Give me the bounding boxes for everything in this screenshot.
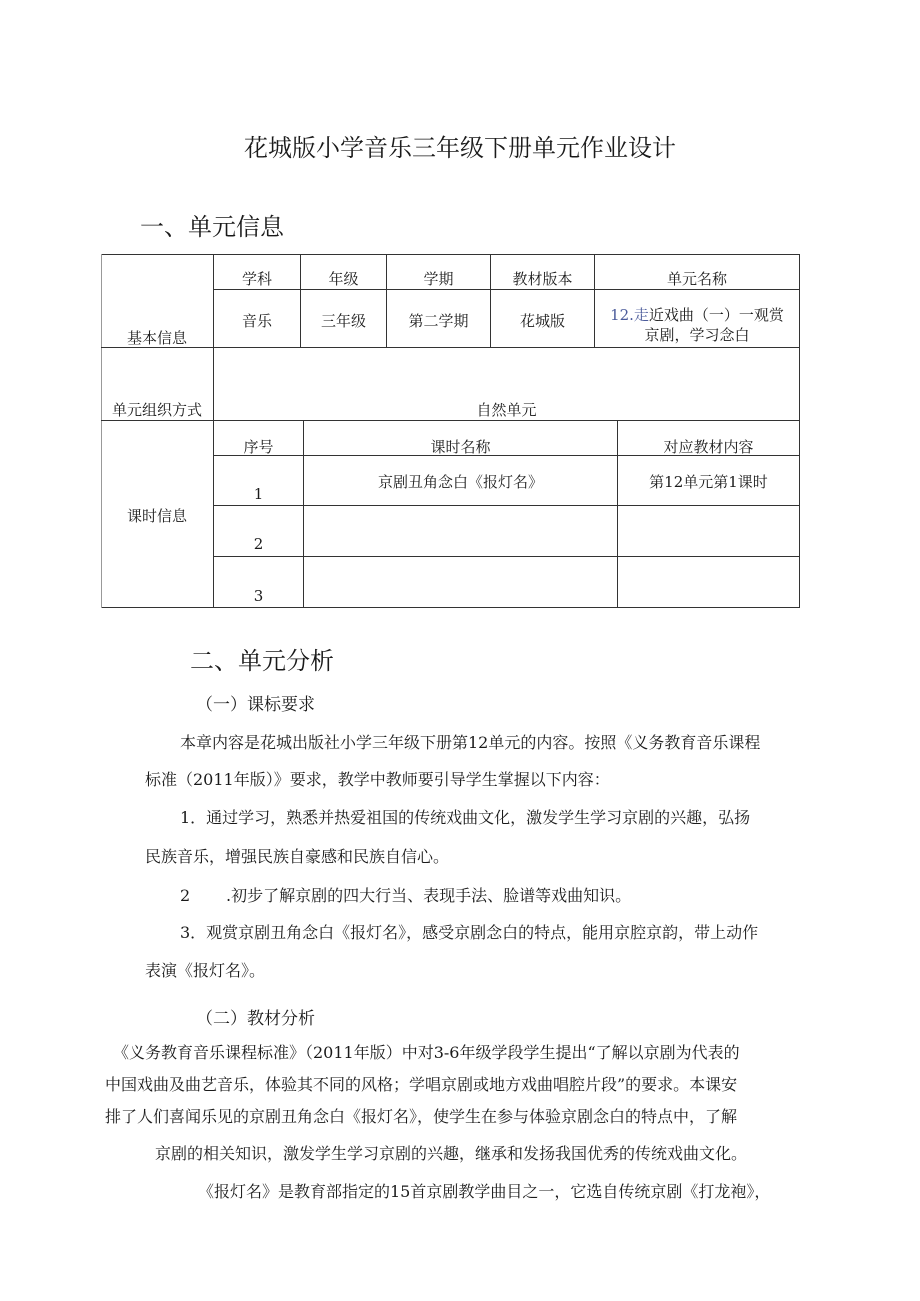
- org-mode-value: 自然单元: [476, 401, 537, 419]
- header-edition: 教材版本: [512, 270, 573, 288]
- requirement-3-line-2: 表演《报灯名》。: [145, 961, 266, 980]
- value-subject: 音乐: [241, 312, 272, 330]
- org-mode-label: 单元组织方式: [111, 401, 202, 419]
- lesson-1-name: 京剧丑角念白《报灯名》: [377, 473, 543, 491]
- header-unit-name: 单元名称: [666, 270, 727, 288]
- unit-number: 12.走: [610, 306, 649, 324]
- requirement-3-line-1: 3．观赏京剧丑角念白《报灯名》，感受京剧念白的特点，能用京腔京韵，带上动作: [180, 923, 759, 942]
- unit-name-line2: 京剧，学习念白: [644, 326, 750, 344]
- lesson-2-no: 2: [253, 535, 264, 553]
- section-heading-unit-analysis: 二、单元分析: [190, 647, 334, 675]
- header-term: 学期: [423, 270, 454, 288]
- subheading-curriculum-requirements: （一）课标要求: [196, 695, 315, 715]
- requirement-1-line-2: 民族音乐，增强民族自豪感和民族自信心。: [145, 847, 450, 866]
- lesson-3-no: 3: [253, 587, 264, 605]
- intro-line-1: 本章内容是花城出版社小学三年级下册第12单元的内容。按照《义务教育音乐课程: [180, 733, 761, 752]
- document-title: 花城版小学音乐三年级下册单元作业设计: [244, 134, 676, 162]
- value-grade: 三年级: [320, 312, 366, 330]
- requirement-2-number: 2: [180, 886, 191, 905]
- lesson-1-content: 第12单元第1课时: [649, 473, 768, 491]
- analysis-line-1: 《义务教育音乐课程标准》（2011年版）中对3-6年级学段学生提出“了解以京剧为代表的: [113, 1043, 740, 1062]
- lesson-1-no: 1: [253, 485, 264, 503]
- header-grade: 年级: [328, 270, 359, 288]
- lesson-header-content: 对应教材内容: [663, 438, 754, 456]
- value-edition: 花城版: [519, 312, 565, 330]
- section-heading-unit-info: 一、单元信息: [140, 213, 284, 241]
- unit-name-line1: 近戏曲（一）一观赏: [648, 306, 784, 324]
- analysis-line-3: 排了人们喜闻乐见的京剧丑角念白《报灯名》，使学生在参与体验京剧念白的特点中，了解: [105, 1107, 738, 1126]
- value-unit-name: [595, 305, 799, 345]
- subheading-textbook-analysis: （二）教材分析: [196, 1009, 315, 1029]
- lesson-header-no: 序号: [243, 438, 274, 456]
- requirement-2-text: .初步了解京剧的四大行当、表现手法、脸谱等戏曲知识。: [226, 886, 632, 905]
- requirement-1-line-1: 1．通过学习，熟悉并热爱祖国的传统戏曲文化，激发学生学习京剧的兴趣，弘扬: [180, 808, 751, 827]
- analysis-line-4: 京剧的相关知识，激发学生学习京剧的兴趣，继承和发扬我国优秀的传统戏曲文化。: [155, 1144, 748, 1163]
- lesson-info-label: 课时信息: [126, 507, 187, 525]
- unit-info-table: [101, 254, 800, 608]
- analysis-line-2: 中国戏曲及曲艺音乐，体验其不同的风格；学唱京剧或地方戏曲唱腔片段”的要求。本课安: [105, 1075, 738, 1094]
- analysis-paragraph-2-line-1: 《报灯名》是教育部指定的15首京剧教学曲目之一，它选自传统京剧《打龙袍》，: [198, 1182, 771, 1201]
- basic-info-label: 基本信息: [126, 329, 187, 347]
- value-term: 第二学期: [408, 312, 469, 330]
- lesson-header-name: 课时名称: [430, 438, 491, 456]
- intro-line-2: 标准（2011年版）》要求，教学中教师要引导学生掌握以下内容：: [145, 770, 610, 789]
- header-subject: 学科: [241, 270, 272, 288]
